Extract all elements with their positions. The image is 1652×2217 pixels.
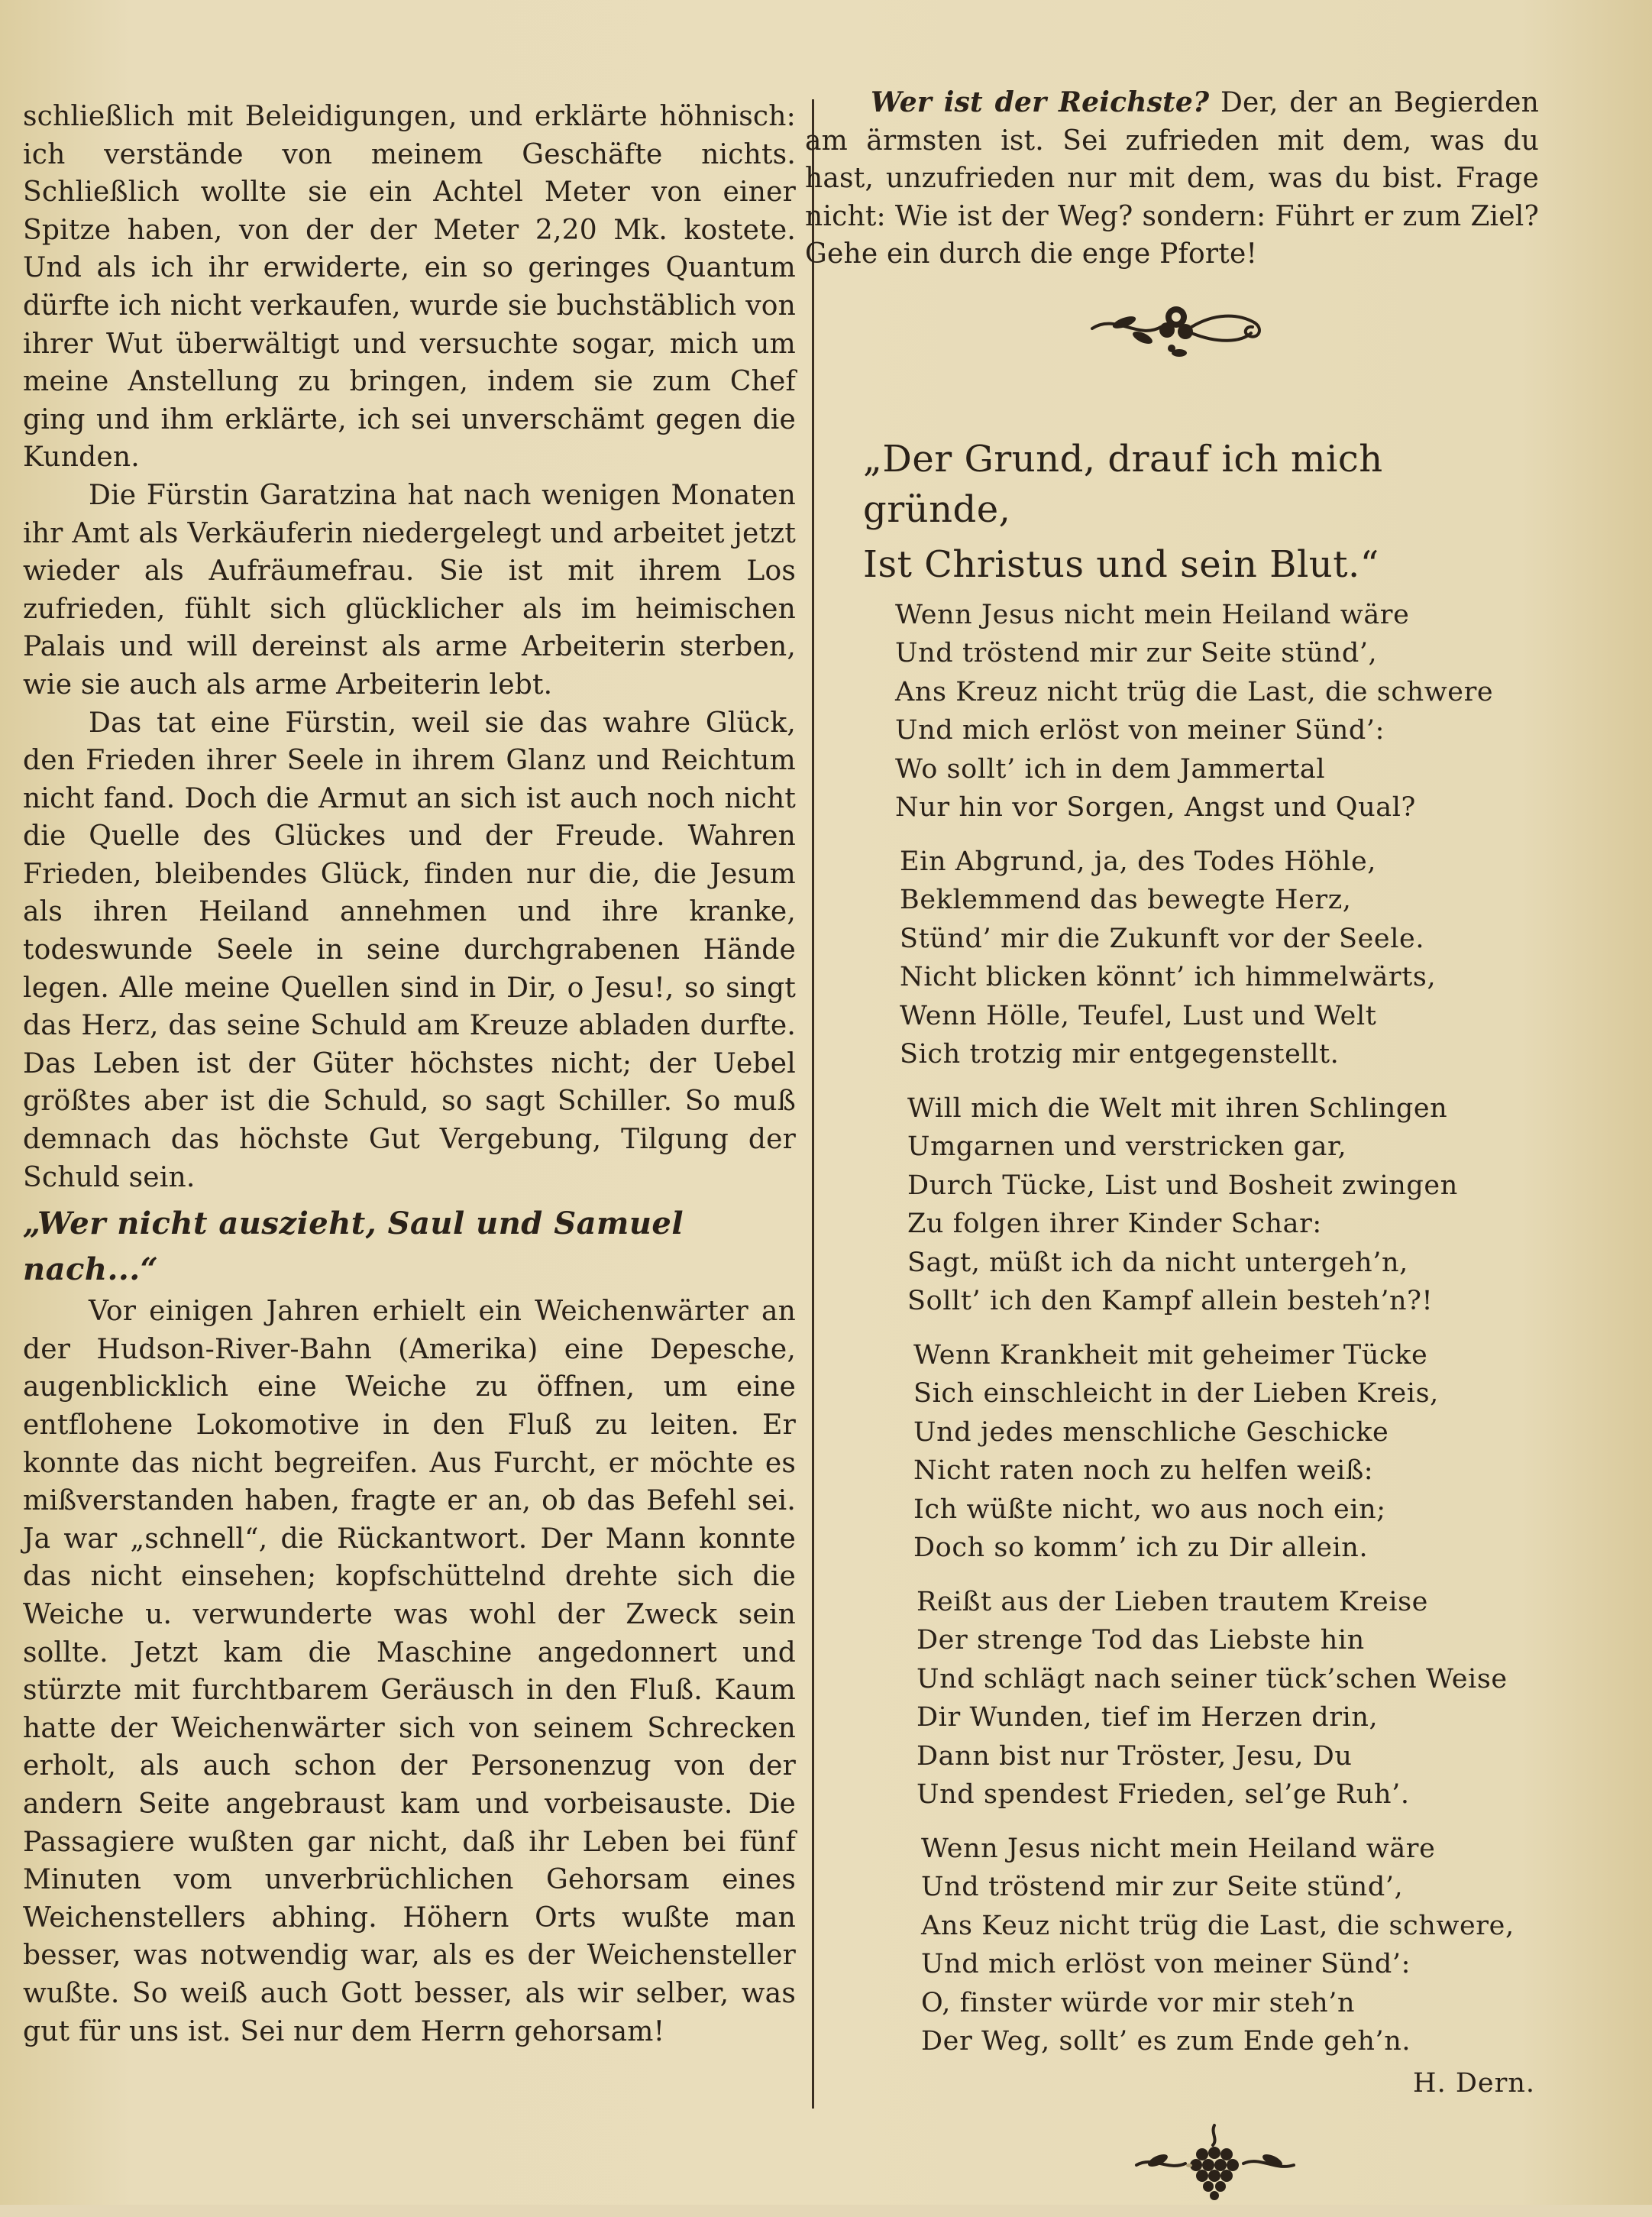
verse-line: Nicht raten noch zu helfen weiß: [913,1455,1374,1487]
left-paragraph-2: Die Fürstin Garatzina hat nach wenigen Monaten ihr Amt als Verkäuferin niedergelegt und arbeitet jetzt wieder als Aufräumefrau. Sie ist mit ihrem Los zufrieden, fühlt sich glücklicher als im heimischen Palais und will dereinst als arme Arbeiterin sterben, wie sie auch als arme Arbeiterin lebt. [23,479,796,701]
verse-line: Der Weg, sollt’ es zum Ende geh’n. [921,2026,1411,2057]
stanza [917,1583,1539,1814]
verse-line: Stünd’ mir die Zukunft vor der Seele. [900,923,1425,954]
verse-line: Ein Abgrund, ja, des Todes Höhle, [900,846,1377,877]
stanza [900,843,1539,1074]
ornament-bottom-wrapper [802,2102,1539,2217]
left-paragraph-4: Vor einigen Jahren erhielt ein Weichenwärter an der Hudson-River-Bahn (Amerika) eine Depesche, augenblicklich eine Weiche zu öffnen, um eine entflohene Lokomotive in den Fluß zu leiten. Er konnte das nicht begreifen. Aus Furcht, er möchte es mißverstanden haben, fragte er an, ob das Befehl sei. Ja war „schnell“, die Rückantwort. Der Mann konnte das nicht einsehen; kopfschüttelnd drehte sich die Weiche u. verwunderte was wohl der Zweck sein sollte. Jetzt kam die Maschine angedonnert und stürzte mit furchtbarem Geräusch in den Fluß. Kaum hatte der Weichenwärter sich von seinem Schrecken erholt, als auch schon der Personenzug von der andern Seite angebraust kam und vorbeisauste. Die Passagiere wußten gar nicht, daß ihr Leben bei fünf Minuten vom unverbrüchlichen Gehorsam eines Weichenstellers abhing. Höhern Orts wußte man besser, was notwendig war, als es der Weichensteller wußte. So weiß auch Gott besser, als wir selber, was gut für uns ist. Sei nur dem Herrn gehorsam! [23,1296,796,2047]
section-title: „Wer nicht auszieht, Saul und Samuel nach...“ [23,1206,684,1288]
right-column [802,84,1539,2217]
verse-line: Wenn Jesus nicht mein Heiland wäre [895,599,1410,630]
verse-line: Dann bist nur Tröster, Jesu, Du [917,1740,1353,1772]
stanza [921,1830,1539,2061]
poem [802,434,1539,2102]
verse-line: Der strenge Tod das Liebste hin [917,1625,1365,1656]
verse-line: Reißt aus der Lieben trautem Kreise [917,1586,1428,1617]
verse-line: Durch Tücke, List und Bosheit zwingen [907,1170,1458,1201]
verse-line: Und tröstend mir zur Seite stünd’, [895,638,1378,669]
verse-line: Doch so komm’ ich zu Dir allein. [913,1532,1369,1564]
verse-line: Wenn Jesus nicht mein Heiland wäre [921,1833,1436,1864]
floral-ornament-icon [1077,283,1275,374]
verse-line: Ans Keuz nicht trüg die Last, die schwere, [921,1910,1515,1941]
left-paragraph-3: Das tat eine Fürstin, weil sie das wahre Glück, den Frieden ihrer Seele in ihrem Glanz und Reichtum nicht fand. Doch die Armut an sich ist auch noch nicht die Quelle des Glückes und der Freude. Wahren Frieden, bleibendes Glück, finden nur die, die Jesum als ihren Heiland annehmen und ihre kranke, todeswunde Seele in seine durchgrabenen Hände legen. Alle meine Quellen sind in Dir, o Jesu!, so singt das Herz, das seine Schuld am Kreuze abladen durfte. Das Leben ist der Güter höchstes nicht; der Uebel größtes aber ist die Schuld, so sagt Schiller. So muß demnach das höchste Gut Vergebung, Tilgung der Schuld sein. [23,707,796,1193]
intro-paragraph [802,84,1539,273]
verse-line: Nicht blicken könnt’ ich himmelwärts, [900,962,1437,993]
verse-line: Und mich erlöst von meiner Sünd’: [895,715,1385,746]
grape-vine-ornament-icon [1123,2118,1306,2202]
intro-text: Der, der an Begierden am ärmsten ist. Sei zufrieden mit dem, was du hast, unzufrieden nur mit dem, was du bist. Frage nicht: Wie ist der Weg? sondern: Führt er zum Ziel? Gehe ein durch die enge Pforte! [805,87,1539,270]
verse-line: Wenn Krankheit mit geheimer Tücke [913,1339,1428,1371]
stanza [907,1089,1539,1321]
stanza [895,596,1539,827]
verse-line: Will mich die Welt mit ihren Schlingen [907,1092,1448,1124]
verse-line: Wenn Hölle, Teufel, Lust und Welt [900,1000,1377,1031]
verse-line: Ich wüßte nicht, wo aus noch ein; [913,1494,1386,1525]
ornament-top-wrapper [802,273,1539,434]
verse-line: Sich trotzig mir entgegenstellt. [900,1039,1340,1070]
poem-author: H. Dern. [1413,2067,1535,2099]
verse-line: Sagt, müßt ich da nicht untergeh’n, [907,1247,1408,1278]
verse-line: Nur hin vor Sorgen, Angst und Qual? [895,792,1416,824]
poem-title-line-2: Ist Christus und sein Blut.“ [863,542,1379,586]
verse-line: Umgarnen und verstricken gar, [907,1131,1347,1163]
intro-heading: Wer ist der Reichste? [871,86,1210,118]
poem-title-line-1: „Der Grund, drauf ich mich gründe, [863,437,1383,531]
verse-line: Und mich erlöst von meiner Sünd’: [921,1949,1411,1980]
verse-line: Ans Kreuz nicht trüg die Last, die schwere [895,676,1494,707]
verse-line: Und tröstend mir zur Seite stünd’, [921,1872,1404,1903]
verse-line: Sich einschleicht in der Lieben Kreis, [913,1378,1439,1409]
left-column [23,98,796,2050]
verse-line: Wo sollt’ ich in dem Jammertal [895,753,1326,785]
verse-line: Sollt’ ich den Kampf allein besteh’n?! [907,1286,1434,1317]
verse-line: Und spendest Frieden, sel’ge Ruh’. [917,1779,1410,1811]
verse-line: Und schlägt nach seiner tück’schen Weise [917,1663,1508,1694]
verse-line: O, finster würde vor mir steh’n [921,1987,1356,2018]
verse-line: Zu folgen ihrer Kinder Schar: [907,1209,1322,1240]
verse-line: Dir Wunden, tief im Herzen drin, [917,1702,1379,1733]
stanza [913,1336,1539,1568]
left-paragraph-1: schließlich mit Beleidigungen, und erklärte höhnisch: ich verstände von meinem Geschäfte nichts. Schließlich wollte sie ein Achtel Meter von einer Spitze haben, von der der Meter 2,20 Mk. kostete. Und als ich ihr erwiderte, ein so geringes Quantum dürfte ich nicht verkaufen, wurde sie buchstäblich von ihrer Wut überwältigt und versuchte sogar, mich um meine Anstellung zu bringen, indem sie zum Chef ging und ihm erklärte, ich sei unverschämt gegen die Kunden. [23,101,796,474]
paper-speck [1186,2164,1192,2167]
verse-line: Beklemmend das bewegte Herz, [900,885,1352,916]
verse-line: Und jedes menschliche Geschicke [913,1416,1389,1448]
